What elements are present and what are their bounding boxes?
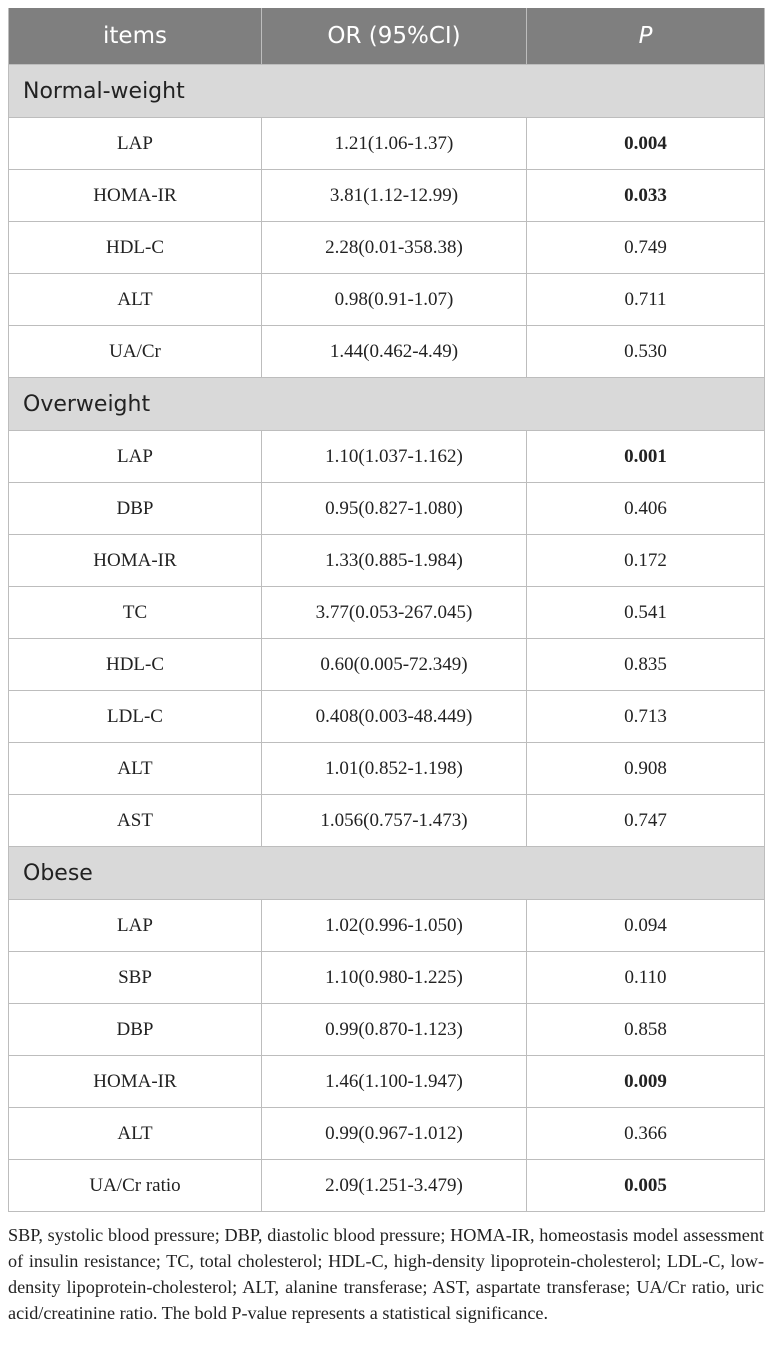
section-row: [9, 847, 765, 900]
table-row: [9, 483, 765, 535]
item-cell: LAP: [9, 431, 262, 483]
section-row: [9, 65, 765, 118]
p-value-cell: 0.541: [527, 587, 765, 639]
or-ci-cell: 1.02(0.996-1.050): [262, 900, 527, 952]
or-ci-cell: 2.09(1.251-3.479): [262, 1160, 527, 1212]
or-ci-cell: 1.21(1.06-1.37): [262, 118, 527, 170]
section-title: Overweight: [9, 378, 765, 431]
item-cell: LAP: [9, 118, 262, 170]
or-ci-cell: 3.77(0.053-267.045): [262, 587, 527, 639]
item-cell: HOMA-IR: [9, 170, 262, 222]
item-cell: AST: [9, 795, 262, 847]
item-cell: DBP: [9, 483, 262, 535]
p-value-cell: 0.908: [527, 743, 765, 795]
or-ci-cell: 1.33(0.885-1.984): [262, 535, 527, 587]
section-title: Normal-weight: [9, 65, 765, 118]
or-ci-cell: 0.95(0.827-1.080): [262, 483, 527, 535]
p-value-cell: 0.033: [527, 170, 765, 222]
or-ci-cell: 0.99(0.967-1.012): [262, 1108, 527, 1160]
table-row: [9, 587, 765, 639]
header-items: items: [9, 8, 262, 65]
item-cell: HDL-C: [9, 639, 262, 691]
or-ci-cell: 1.44(0.462-4.49): [262, 326, 527, 378]
p-value-cell: 0.009: [527, 1056, 765, 1108]
p-value-cell: 0.110: [527, 952, 765, 1004]
item-cell: SBP: [9, 952, 262, 1004]
p-value-cell: 0.366: [527, 1108, 765, 1160]
table-row: [9, 1004, 765, 1056]
table-row: [9, 170, 765, 222]
p-value-cell: 0.005: [527, 1160, 765, 1212]
header-p-value: P: [527, 8, 765, 65]
item-cell: ALT: [9, 743, 262, 795]
section-row: [9, 378, 765, 431]
p-value-cell: 0.711: [527, 274, 765, 326]
item-cell: ALT: [9, 274, 262, 326]
table-row: [9, 222, 765, 274]
header-row: [9, 8, 765, 65]
p-value-cell: 0.835: [527, 639, 765, 691]
item-cell: HOMA-IR: [9, 1056, 262, 1108]
or-ci-cell: 0.408(0.003-48.449): [262, 691, 527, 743]
item-cell: LAP: [9, 900, 262, 952]
table-row: [9, 795, 765, 847]
or-ci-cell: 3.81(1.12-12.99): [262, 170, 527, 222]
p-value-cell: 0.530: [527, 326, 765, 378]
item-cell: DBP: [9, 1004, 262, 1056]
or-ci-cell: 0.60(0.005-72.349): [262, 639, 527, 691]
p-value-cell: 0.172: [527, 535, 765, 587]
or-ci-cell: 1.10(1.037-1.162): [262, 431, 527, 483]
section-title: Obese: [9, 847, 765, 900]
table-row: [9, 1108, 765, 1160]
odds-ratio-table: [8, 8, 765, 1212]
table-footnote: SBP, systolic blood pressure; DBP, diastolic blood pressure; HOMA-IR, homeostasis model assessment of insulin resistance; TC, total cholesterol; HDL-C, high-density lipoprotein-cholesterol; LDL-C, low-density lipoprotein-cholesterol; ALT, alanine transferase; AST, aspartate transferase; UA/Cr ratio, uric acid/creatinine ratio. The bold P-value represents a statistical significance.: [8, 1225, 764, 1323]
p-value-cell: 0.747: [527, 795, 765, 847]
p-value-cell: 0.858: [527, 1004, 765, 1056]
or-ci-cell: 1.10(0.980-1.225): [262, 952, 527, 1004]
table-row: [9, 535, 765, 587]
table-row: [9, 952, 765, 1004]
or-ci-cell: 1.46(1.100-1.947): [262, 1056, 527, 1108]
table-row: [9, 326, 765, 378]
table-row: [9, 274, 765, 326]
or-ci-cell: 0.98(0.91-1.07): [262, 274, 527, 326]
p-value-cell: 0.001: [527, 431, 765, 483]
table-row: [9, 1056, 765, 1108]
table-row: [9, 691, 765, 743]
table-header: [9, 8, 765, 65]
or-ci-cell: 1.01(0.852-1.198): [262, 743, 527, 795]
item-cell: HOMA-IR: [9, 535, 262, 587]
table-row: [9, 743, 765, 795]
item-cell: UA/Cr ratio: [9, 1160, 262, 1212]
table-row: [9, 1160, 765, 1212]
p-value-cell: 0.094: [527, 900, 765, 952]
header-or-ci: OR (95%CI): [262, 8, 527, 65]
table-row: [9, 431, 765, 483]
or-ci-cell: 2.28(0.01-358.38): [262, 222, 527, 274]
item-cell: HDL-C: [9, 222, 262, 274]
p-value-cell: 0.004: [527, 118, 765, 170]
item-cell: TC: [9, 587, 262, 639]
item-cell: ALT: [9, 1108, 262, 1160]
table-row: [9, 118, 765, 170]
or-ci-cell: 0.99(0.870-1.123): [262, 1004, 527, 1056]
p-value-cell: 0.406: [527, 483, 765, 535]
table-row: [9, 900, 765, 952]
or-ci-cell: 1.056(0.757-1.473): [262, 795, 527, 847]
item-cell: LDL-C: [9, 691, 262, 743]
table-row: [9, 639, 765, 691]
item-cell: UA/Cr: [9, 326, 262, 378]
results-table-container: [8, 8, 764, 1212]
table-body: [9, 65, 765, 1212]
p-value-cell: 0.713: [527, 691, 765, 743]
p-value-cell: 0.749: [527, 222, 765, 274]
